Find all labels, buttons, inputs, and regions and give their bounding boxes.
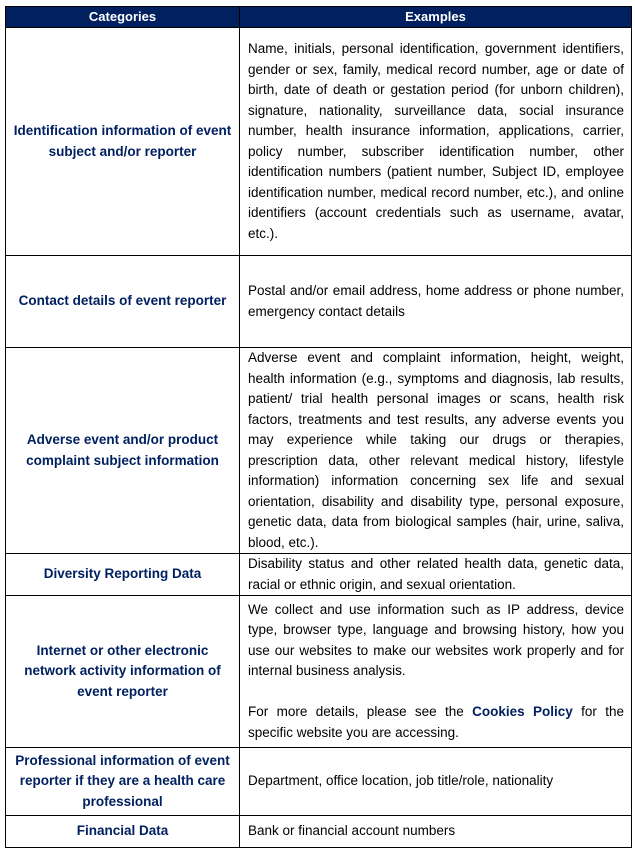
category-cell: Contact details of event reporter (6, 256, 240, 348)
examples-cell: Name, initials, personal identification, government identifiers, gender or sex, family, medical record number, age or date of birth, date of death or gestation period (for unborn children), signature, nationality, surveillance data, social insurance number, health insurance information, applications, carrier, policy number, subscriber identification number, other identification numbers (patient number, Subject ID, employee identification number, medical record number, etc.), and online identifiers (account credentials such as username, avatar, etc.). (240, 28, 632, 256)
category-cell: Adverse event and/or product complaint subject information (6, 348, 240, 554)
examples-text: We collect and use information such as IP address, device type, browser type, language and browsing history, how you use our websites to make our websites work properly and for internal business analysis. (248, 601, 624, 679)
examples-cell: Department, office location, job title/role, nationality (240, 748, 632, 816)
table-row (6, 256, 632, 348)
more-details-suffix: for the specific website you are accessing. (248, 704, 625, 740)
examples-cell: Bank or financial account numbers (240, 816, 632, 848)
table-header-row (6, 7, 632, 28)
more-details-prefix: For more details, please see the (248, 704, 473, 720)
examples-cell: Disability status and other related health data, genetic data, racial or ethnic origin, and sexual orientation. (240, 554, 632, 596)
table-row (6, 28, 632, 256)
table-row (6, 596, 632, 748)
examples-cell: Postal and/or email address, home address or phone number, emergency contact details (240, 256, 632, 348)
category-cell: Internet or other electronic network activity information of event reporter (6, 596, 240, 748)
table-row (6, 816, 632, 848)
examples-cell: Adverse event and complaint information, height, weight, health information (e.g., symptoms and diagnosis, lab results, patient/ trial health personal images or scans, health risk factors, treatments and test results, any adverse events you may experience while taking our drugs or therapies, prescription data, other relevant medical history, lifestyle information) information concerning sex life and sexual orientation, disability and disability type, personal exposure, genetic data, data from biological samples (hair, urine, saliva, blood, etc.). (240, 348, 632, 554)
header-categories: Categories (6, 7, 240, 28)
more-details-text (248, 702, 624, 743)
cookies-policy-link[interactable]: Cookies Policy (472, 704, 573, 720)
table-row (6, 748, 632, 816)
category-cell: Financial Data (6, 816, 240, 848)
category-cell: Diversity Reporting Data (6, 554, 240, 596)
categories-table (5, 6, 632, 848)
category-cell: Identification information of event subject and/or reporter (6, 28, 240, 256)
table-row (6, 554, 632, 596)
header-examples: Examples (240, 7, 632, 28)
examples-cell (240, 596, 632, 748)
category-cell: Professional information of event reporter if they are a health care professional (6, 748, 240, 816)
table-row (6, 348, 632, 554)
